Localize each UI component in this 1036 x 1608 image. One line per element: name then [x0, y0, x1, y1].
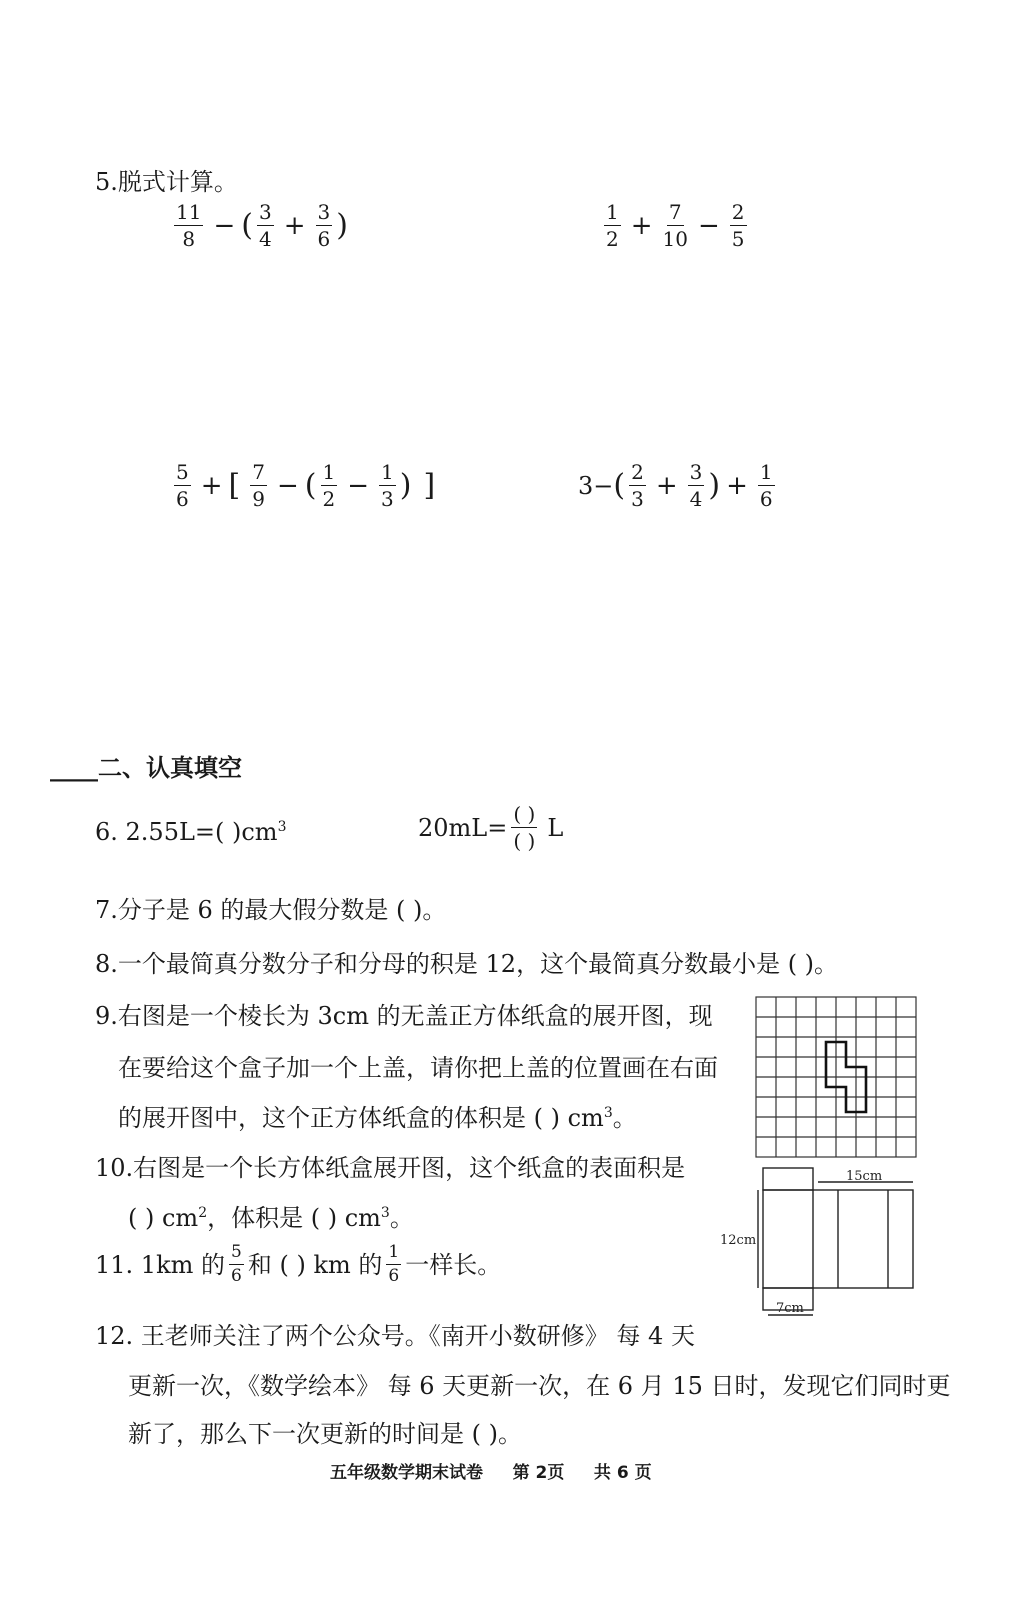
- q6-part1: 6. 2.55L=( )$cm^3$: [95, 818, 287, 846]
- q5-expr-1: $\frac{11}{8}$ − ( $\frac{3}{4}$ + $\frac{3}{6}$ ): [176, 200, 348, 251]
- fraction: $\frac{3}{4}$: [258, 200, 272, 251]
- fraction: $\frac{1}{2}$: [322, 460, 336, 511]
- q7-text: 7.分子是 6 的最大假分数是 ( )。: [95, 896, 447, 924]
- fraction: $\frac{1}{3}$: [381, 460, 394, 511]
- q9-line3: 的展开图中，这个正方体纸盒的体积是 ( ) $cm^3$。: [118, 1104, 637, 1132]
- q11-line: 11. 1km 的 $\frac{5}{6}$ 和 ( ) km 的 $\frac{1}{6}$ 一样长。: [95, 1242, 502, 1286]
- q5-expr-4: 3− ( $\frac{2}{3}$ + $\frac{3}{4}$ ) + $\frac{1}{6}$: [578, 460, 773, 511]
- q6-part2: 20mL= $\frac{( )}{( )}$ L: [418, 802, 564, 853]
- q5-expr-2: $\frac{1}{2}$ + $\frac{7}{10}$ − $\frac{2}{5}$: [606, 200, 745, 251]
- q9-line2: 在要给这个盒子加一个上盖，请你把上盖的位置画在右面: [118, 1054, 718, 1082]
- box-net-figure: [718, 1160, 918, 1320]
- page-footer: 五年级数学期末试卷 第 2页 共 6 页: [330, 1463, 652, 1483]
- fraction: $\frac{3}{6}$: [317, 200, 331, 251]
- fraction: $\frac{5}{6}$: [176, 460, 189, 511]
- fraction: $\frac{7}{9}$: [252, 460, 265, 511]
- fraction-blank: $\frac{( )}{( )}$: [513, 802, 536, 853]
- fraction: $\frac{1}{2}$: [606, 200, 619, 251]
- q12-line2: 更新一次，《数学绘本》 每 6 天更新一次，在 6 月 15 日时，发现它们同时更: [128, 1372, 951, 1400]
- q10-line1: 10.右图是一个长方体纸盒展开图，这个纸盒的表面积是: [95, 1154, 686, 1182]
- fraction: $\frac{1}{6}$: [388, 1242, 400, 1286]
- fraction: $\frac{1}{6}$: [759, 460, 773, 511]
- fraction: $\frac{2}{5}$: [731, 200, 745, 251]
- fraction: $\frac{3}{4}$: [689, 460, 703, 511]
- section-title: ____二、认真填空: [50, 754, 242, 782]
- q9-line1: 9.右图是一个棱长为 3cm 的无盖正方体纸盒的展开图，现: [95, 1002, 713, 1030]
- dim-top-label: 15cm: [846, 1169, 883, 1184]
- cube-net-grid-figure: [755, 996, 917, 1158]
- dim-left-label: 12cm: [720, 1233, 757, 1248]
- q12-line1: 12. 王老师关注了两个公众号。《南开小数研修》 每 4 天: [95, 1322, 695, 1350]
- q10-line2: ( ) $cm^2$，体积是 ( ) $cm^3$。: [128, 1204, 414, 1232]
- fraction: $\frac{2}{3}$: [631, 460, 644, 511]
- fraction: $\frac{7}{10}$: [662, 200, 688, 251]
- q12-line3: 新了，那么下一次更新的时间是 ( )。: [128, 1420, 522, 1448]
- q5-expr-3: $\frac{5}{6}$ + [ $\frac{7}{9}$ − ( $\frac{1}{2}$ − $\frac{1}{3}$ ) ]: [176, 460, 436, 511]
- q8-text: 8.一个最简真分数分子和分母的积是 12，这个最简真分数最小是 ( )。: [95, 950, 839, 978]
- dim-bottom-label: 7cm: [776, 1301, 804, 1316]
- q5-label: 5.脱式计算。: [95, 168, 238, 196]
- fraction: $\frac{5}{6}$: [231, 1242, 242, 1286]
- fraction: $\frac{11}{8}$: [176, 200, 202, 251]
